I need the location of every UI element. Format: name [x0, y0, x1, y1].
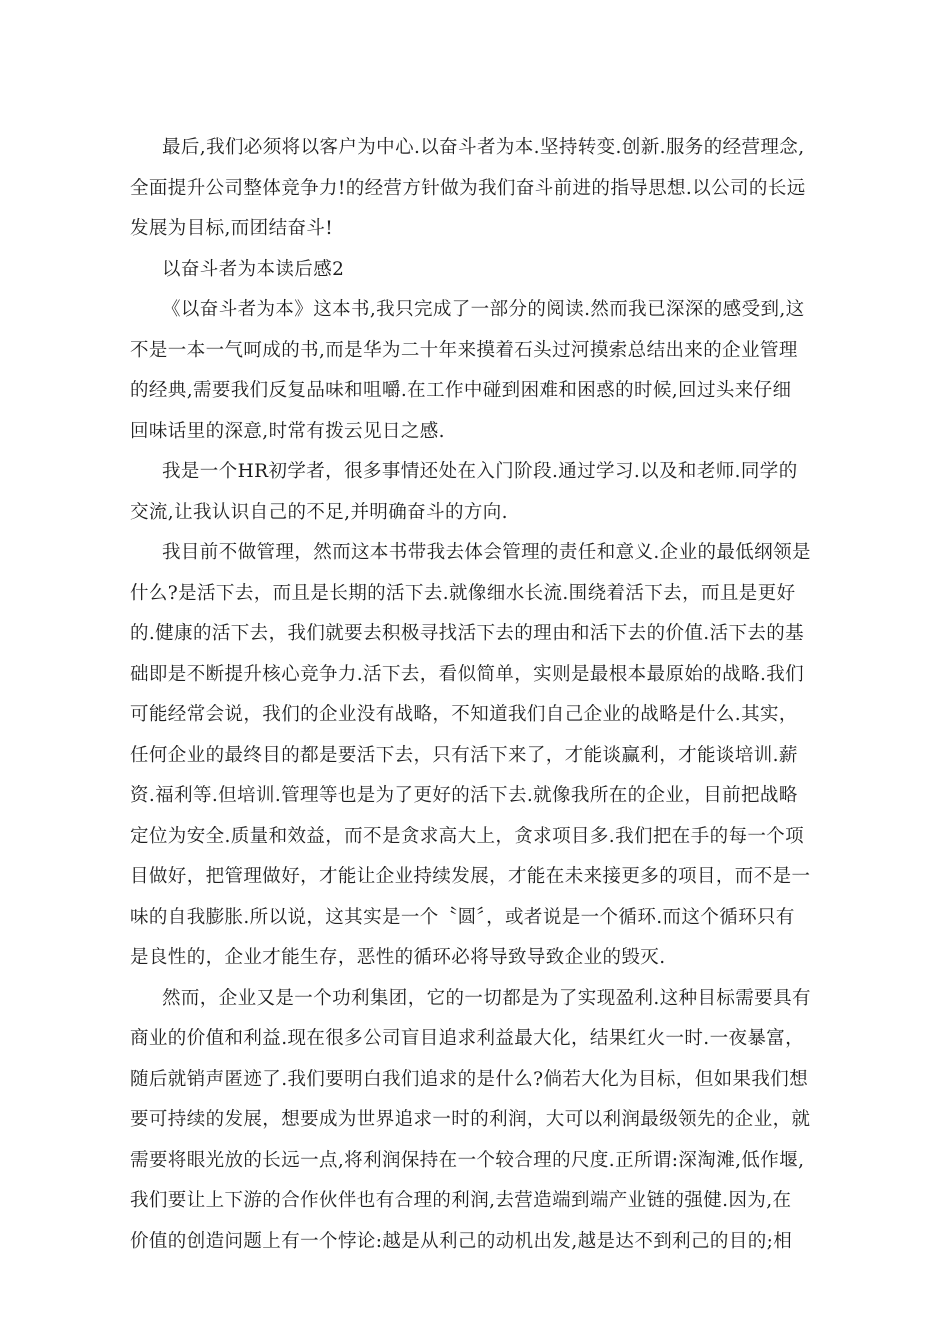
paragraph	[130, 452, 830, 533]
text-line: 要可持续的发展，想要成为世界追求一时的利润，大可以利润最级领先的企业，就	[130, 1109, 811, 1130]
document-body	[130, 128, 830, 1262]
text-line: 是良性的，企业才能生存，恶性的循环必将导致导致企业的毁灭.	[130, 947, 666, 968]
text-line: 我是一个HR初学者，很多事情还处在入门阶段.通过学习.以及和老师.同学的	[162, 461, 798, 482]
text-line: 我们要让上下游的合作伙伴也有合理的利润,去营造端到端产业链的强健.因为,在	[130, 1190, 792, 1211]
paragraph	[130, 128, 830, 250]
text-line: 可能经常会说，我们的企业没有战略，不知道我们自己企业的战略是什么.其实，	[130, 704, 798, 725]
text-line: 然而，企业又是一个功利集团，它的一切都是为了实现盈利.这种目标需要具有	[162, 987, 811, 1009]
text-line: 以奋斗者为本读后感2	[162, 258, 345, 280]
text-line: 目做好，把管理做好，才能让企业持续发展，才能在未来接更多的项目，而不是一	[130, 866, 811, 887]
text-line: 最后,我们必须将以客户为中心.以奋斗者为本.坚持转变.创新.服务的经营理念,	[162, 137, 805, 158]
text-line: 需要将眼光放的长远一点,将利润保持在一个较合理的尺度.正所谓:深淘滩,低作堰,	[130, 1149, 805, 1171]
text-line: 的经典,需要我们反复品味和咀嚼.在工作中碰到困难和困惑的时候,回过头来仔细	[130, 380, 792, 401]
text-line: 商业的价值和利益.现在很多公司盲目追求利益最大化，结果红火一时.一夜暴富，	[130, 1028, 805, 1049]
text-line: 全面提升公司整体竞争力!的经营方针做为我们奋斗前进的指导思想.以公司的长远	[130, 177, 806, 199]
text-line: 随后就销声匿迹了.我们要明白我们追求的是什么?倘若大化为目标，但如果我们想	[130, 1068, 809, 1090]
text-line: 发展为目标,而团结奋斗!	[130, 218, 334, 239]
paragraph	[130, 533, 830, 979]
text-line: 味的自我膨胀.所以说，这其实是一个〝圆〞，或者说是一个循环.而这个循环只有	[130, 906, 795, 928]
text-line: 价值的创造问题上有一个悖论:越是从利己的动机出发,越是达不到利己的目的;相	[130, 1230, 793, 1252]
text-line: 的.健康的活下去，我们就要去积极寻找活下去的理由和活下去的价值.活下去的基	[130, 623, 805, 644]
text-line: 我目前不做管理，然而这本书带我去体会管理的责任和意义.企业的最低纲领是	[162, 542, 811, 563]
text-line: 回味话里的深意,时常有拨云见日之感.	[130, 420, 445, 442]
text-line: 什么?是活下去，而且是长期的活下去.就像细水长流.围绕着活下去，而且是更好	[130, 582, 796, 604]
text-line: 交流,让我认识自己的不足,并明确奋斗的方向.	[130, 501, 508, 523]
text-line: 础即是不断提升核心竞争力.活下去，看似简单，实则是最根本最原始的战略.我们	[130, 663, 805, 685]
text-line: 任何企业的最终目的都是要活下去，只有活下来了，才能谈赢利，才能谈培训.薪	[130, 744, 798, 766]
text-line: 不是一本一气呵成的书,而是华为二十年来摸着石头过河摸索总结出来的企业管理	[130, 339, 798, 361]
text-line: 资.福利等.但培训.管理等也是为了更好的活下去.就像我所在的企业，目前把战略	[130, 785, 798, 806]
paragraph	[130, 290, 830, 452]
paragraph	[130, 979, 830, 1263]
section-heading	[130, 250, 830, 291]
text-line: 定位为安全.质量和效益，而不是贪求高大上，贪求项目多.我们把在手的每一个项	[130, 825, 805, 847]
text-line: 《以奋斗者为本》这本书,我只完成了一部分的阅读.然而我已深深的感受到,这	[162, 299, 805, 320]
